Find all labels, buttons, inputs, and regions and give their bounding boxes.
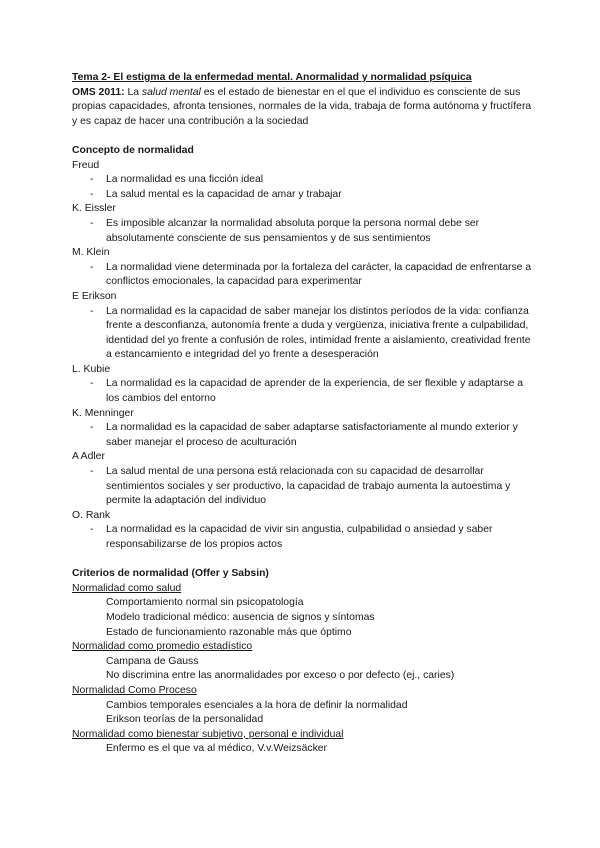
criteria-heading: Criterios de normalidad (Offer y Sabsin) bbox=[72, 568, 269, 580]
criteria-item: Estado de funcionamiento razonable más que óptimo bbox=[106, 626, 352, 638]
author-name: L. Kubie bbox=[72, 363, 111, 375]
document-page bbox=[72, 71, 532, 757]
author-quote-list bbox=[72, 217, 532, 246]
criteria-list bbox=[72, 582, 532, 757]
quote-item: - Es imposible alcanzar la normalidad absoluta porque la persona normal debe ser absolutamente consciente de sus pensamientos y de sus sentimientos bbox=[106, 217, 532, 246]
quote-item: - La salud mental de una persona está relacionada con su capacidad de desarrollar sentimientos sociales y ser productivo, la capacidad de trabajo aumenta la autoestima y permite la adaptación del individuo bbox=[106, 465, 532, 509]
author-quote-list bbox=[72, 465, 532, 509]
criteria-item: Erikson teorías de la personalidad bbox=[106, 714, 264, 726]
quote-item: - La normalidad viene determinada por la fortaleza del carácter, la capacidad de enfrentarse a conflictos emocionales, la capacidad para experimentar bbox=[106, 261, 532, 290]
author-name: M. Klein bbox=[72, 247, 110, 259]
quote-item: - La normalidad es la capacidad de vivir sin angustia, culpabilidad o ansiedad y saber responsabilizarse de los propios actos bbox=[106, 523, 532, 552]
document-title: Tema 2- El estigma de la enfermedad mental. Anormalidad y normalidad psíquica bbox=[72, 72, 472, 83]
author-list bbox=[72, 159, 532, 553]
oms-term: salud mental bbox=[141, 86, 201, 98]
quote-item: - La salud mental es la capacidad de amar y trabajar bbox=[106, 188, 532, 203]
oms-text: es el estado de bienestar en el que el individuo es consciente de sus propias capacidades, afronta tensiones, normales de la vida, trabaja de forma autónoma y fructífera y es capaz de hacer una contribución a la sociedad bbox=[72, 86, 532, 127]
author-name: K. Eissler bbox=[72, 203, 116, 215]
criteria-group-title: Normalidad Como Proceso bbox=[72, 684, 197, 696]
quote-item: - La normalidad es la capacidad de saber adaptarse satisfactoriamente al mundo exterior y saber manejar el proceso de aculturación bbox=[106, 421, 532, 450]
criteria-item: Campana de Gauss bbox=[106, 655, 199, 667]
author-quote-list bbox=[72, 305, 532, 363]
criteria-item: Cambios temporales esenciales a la hora de definir la normalidad bbox=[106, 699, 408, 711]
criteria-item: No discrimina entre las anormalidades por exceso o por defecto (ej., caries) bbox=[106, 670, 455, 682]
author-quote-list bbox=[72, 421, 532, 450]
criteria-group-title: Normalidad como bienestar subjetivo, personal e individual bbox=[72, 728, 344, 740]
quote-item: - La normalidad es una ficción ideal bbox=[106, 173, 532, 188]
author-quote-list bbox=[72, 261, 532, 290]
criteria-group-title: Normalidad como salud bbox=[72, 582, 182, 594]
criteria-item: Modelo tradicional médico: ausencia de signos y síntomas bbox=[106, 611, 375, 623]
oms-definition bbox=[72, 86, 532, 130]
criteria-item: Comportamiento normal sin psicopatología bbox=[106, 597, 304, 609]
oms-label: OMS 2011: bbox=[72, 86, 125, 98]
criteria-group-title: Normalidad como promedio estadístico bbox=[72, 641, 253, 653]
concept-heading: Concepto de normalidad bbox=[72, 144, 194, 156]
quote-item: - La normalidad es la capacidad de saber manejar los distintos períodos de la vida: confianza frente a desconfianza, autonomía frente a duda y vergüenza, iniciativa frente a culpabilidad, identidad del yo frente a confusión de roles, intimidad frente a aislamiento, creatividad frente a estancamiento e integridad del yo frente a desesperación bbox=[106, 305, 532, 363]
author-quote-list bbox=[72, 523, 532, 552]
author-quote-list bbox=[72, 173, 532, 202]
quote-item: - La normalidad es la capacidad de aprender de la experiencia, de ser flexible y adaptarse a los cambios del entorno bbox=[106, 377, 532, 406]
author-name: K. Menninger bbox=[72, 407, 134, 419]
author-name: Freud bbox=[72, 159, 100, 171]
oms-pre: La bbox=[124, 86, 142, 98]
author-quote-list bbox=[72, 377, 532, 406]
author-name: E Erikson bbox=[72, 290, 117, 302]
author-name: O. Rank bbox=[72, 509, 111, 521]
author-name: A Adler bbox=[72, 451, 105, 463]
criteria-item: Enfermo es el que va al médico, V.v.Weizsäcker bbox=[106, 743, 327, 755]
